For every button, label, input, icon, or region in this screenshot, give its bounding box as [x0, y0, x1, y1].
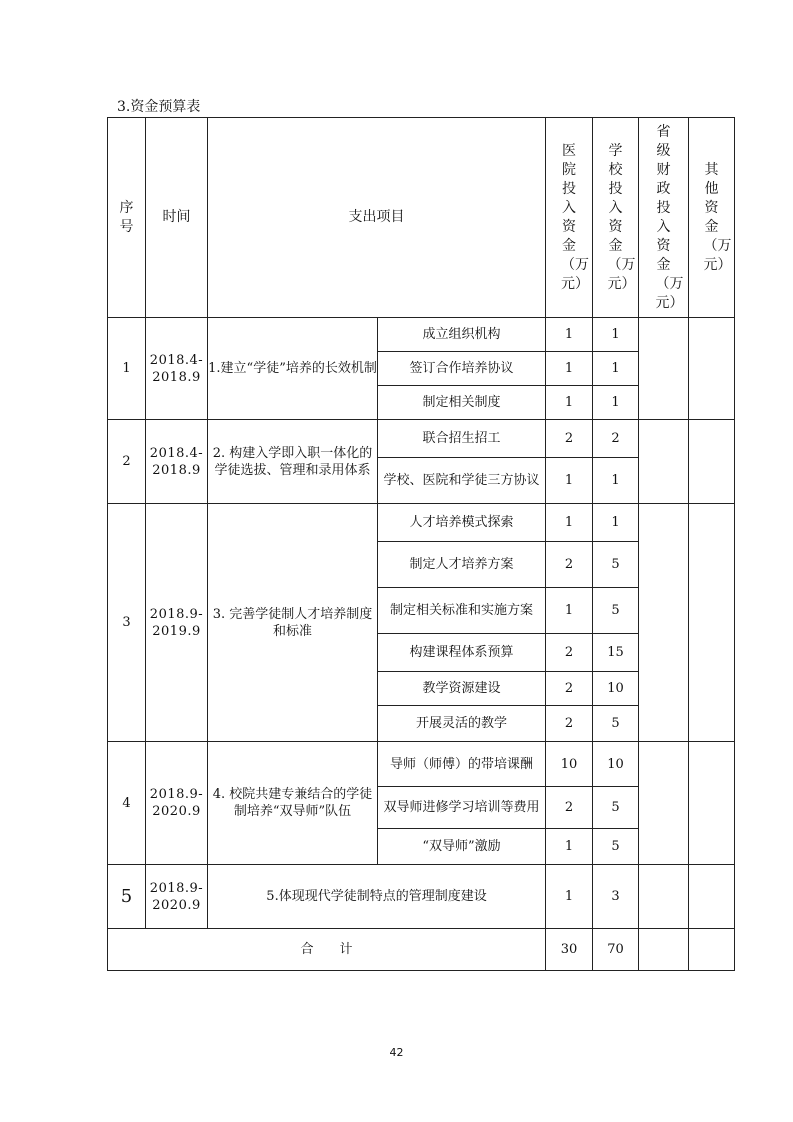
other-cell [689, 504, 735, 742]
hospital-cell: 1 [546, 386, 593, 420]
item-cell: 联合招生招工 [378, 420, 546, 458]
hospital-cell: 1 [546, 865, 593, 929]
item-cell: 人才培养模式探索 [378, 504, 546, 542]
hospital-cell: 2 [546, 672, 593, 706]
school-cell: 10 [593, 672, 639, 706]
header-seq: 序号 [108, 118, 146, 318]
item-cell: 制定人才培养方案 [378, 542, 546, 588]
table-row [108, 318, 735, 352]
hospital-cell: 1 [546, 352, 593, 386]
item-cell: “双导师”激励 [378, 829, 546, 865]
province-cell [639, 420, 689, 504]
item-cell: 成立组织机构 [378, 318, 546, 352]
header-time: 时间 [146, 118, 208, 318]
other-cell [689, 420, 735, 504]
table-row [108, 420, 735, 458]
hospital-cell: 2 [546, 706, 593, 742]
header-province: 省级财政投入资金（万元） [639, 118, 689, 318]
seq-cell: 2 [108, 420, 146, 504]
school-cell: 5 [593, 588, 639, 634]
hospital-cell: 2 [546, 787, 593, 829]
province-cell [639, 742, 689, 865]
total-province [639, 929, 689, 971]
school-cell: 5 [593, 829, 639, 865]
time-cell: 2018.9-2020.9 [146, 865, 208, 929]
table-row [108, 504, 735, 542]
header-school: 学校投入资金（万元） [593, 118, 639, 318]
hospital-cell: 2 [546, 634, 593, 672]
budget-table [107, 117, 735, 971]
item-cell: 教学资源建设 [378, 672, 546, 706]
time-cell: 2018.4-2018.9 [146, 318, 208, 420]
hospital-cell: 1 [546, 588, 593, 634]
school-cell: 5 [593, 542, 639, 588]
school-cell: 1 [593, 386, 639, 420]
page-number: 42 [389, 1046, 404, 1059]
school-cell: 10 [593, 742, 639, 787]
table-row [108, 742, 735, 787]
total-school: 70 [593, 929, 639, 971]
time-cell: 2018.4-2018.9 [146, 420, 208, 504]
total-hospital: 30 [546, 929, 593, 971]
total-other [689, 929, 735, 971]
project-cell: 1.建立“学徒”培养的长效机制 [208, 318, 378, 420]
header-item: 支出项目 [208, 118, 546, 318]
item-cell: 双导师进修学习培训等费用 [378, 787, 546, 829]
hospital-cell: 2 [546, 542, 593, 588]
province-cell [639, 504, 689, 742]
item-cell: 开展灵活的教学 [378, 706, 546, 742]
item-cell: 导师（师傅）的带培课酬 [378, 742, 546, 787]
school-cell: 1 [593, 504, 639, 542]
project-cell: 5.体现现代学徒制特点的管理制度建设 [208, 865, 546, 929]
province-cell [639, 865, 689, 929]
item-cell: 学校、医院和学徒三方协议 [378, 458, 546, 504]
item-cell: 制定相关标准和实施方案 [378, 588, 546, 634]
school-cell: 5 [593, 706, 639, 742]
total-label: 合 计 [108, 929, 546, 971]
school-cell: 5 [593, 787, 639, 829]
hospital-cell: 2 [546, 420, 593, 458]
header-other: 其他资金（万元） [689, 118, 735, 318]
seq-cell: 4 [108, 742, 146, 865]
province-cell [639, 318, 689, 420]
school-cell: 1 [593, 458, 639, 504]
other-cell [689, 865, 735, 929]
school-cell: 15 [593, 634, 639, 672]
school-cell: 1 [593, 352, 639, 386]
other-cell [689, 742, 735, 865]
school-cell: 2 [593, 420, 639, 458]
item-cell: 签订合作培养协议 [378, 352, 546, 386]
table-row [108, 865, 735, 929]
total-row [108, 929, 735, 971]
seq-cell: 5 [108, 865, 146, 929]
hospital-cell: 1 [546, 504, 593, 542]
school-cell: 1 [593, 318, 639, 352]
item-cell: 构建课程体系预算 [378, 634, 546, 672]
hospital-cell: 10 [546, 742, 593, 787]
header-row [108, 118, 735, 318]
seq-cell: 1 [108, 318, 146, 420]
header-hospital: 医院投入资金（万元） [546, 118, 593, 318]
seq-cell: 3 [108, 504, 146, 742]
section-heading: 3.资金预算表 [117, 99, 201, 115]
project-cell: 3. 完善学徒制人才培养制度和标准 [208, 504, 378, 742]
hospital-cell: 1 [546, 458, 593, 504]
time-cell: 2018.9-2020.9 [146, 742, 208, 865]
project-cell: 4. 校院共建专兼结合的学徒制培养“双导师”队伍 [208, 742, 378, 865]
hospital-cell: 1 [546, 318, 593, 352]
other-cell [689, 318, 735, 420]
time-cell: 2018.9-2019.9 [146, 504, 208, 742]
hospital-cell: 1 [546, 829, 593, 865]
item-cell: 制定相关制度 [378, 386, 546, 420]
project-cell: 2. 构建入学即入职一体化的学徒选拔、管理和录用体系 [208, 420, 378, 504]
school-cell: 3 [593, 865, 639, 929]
